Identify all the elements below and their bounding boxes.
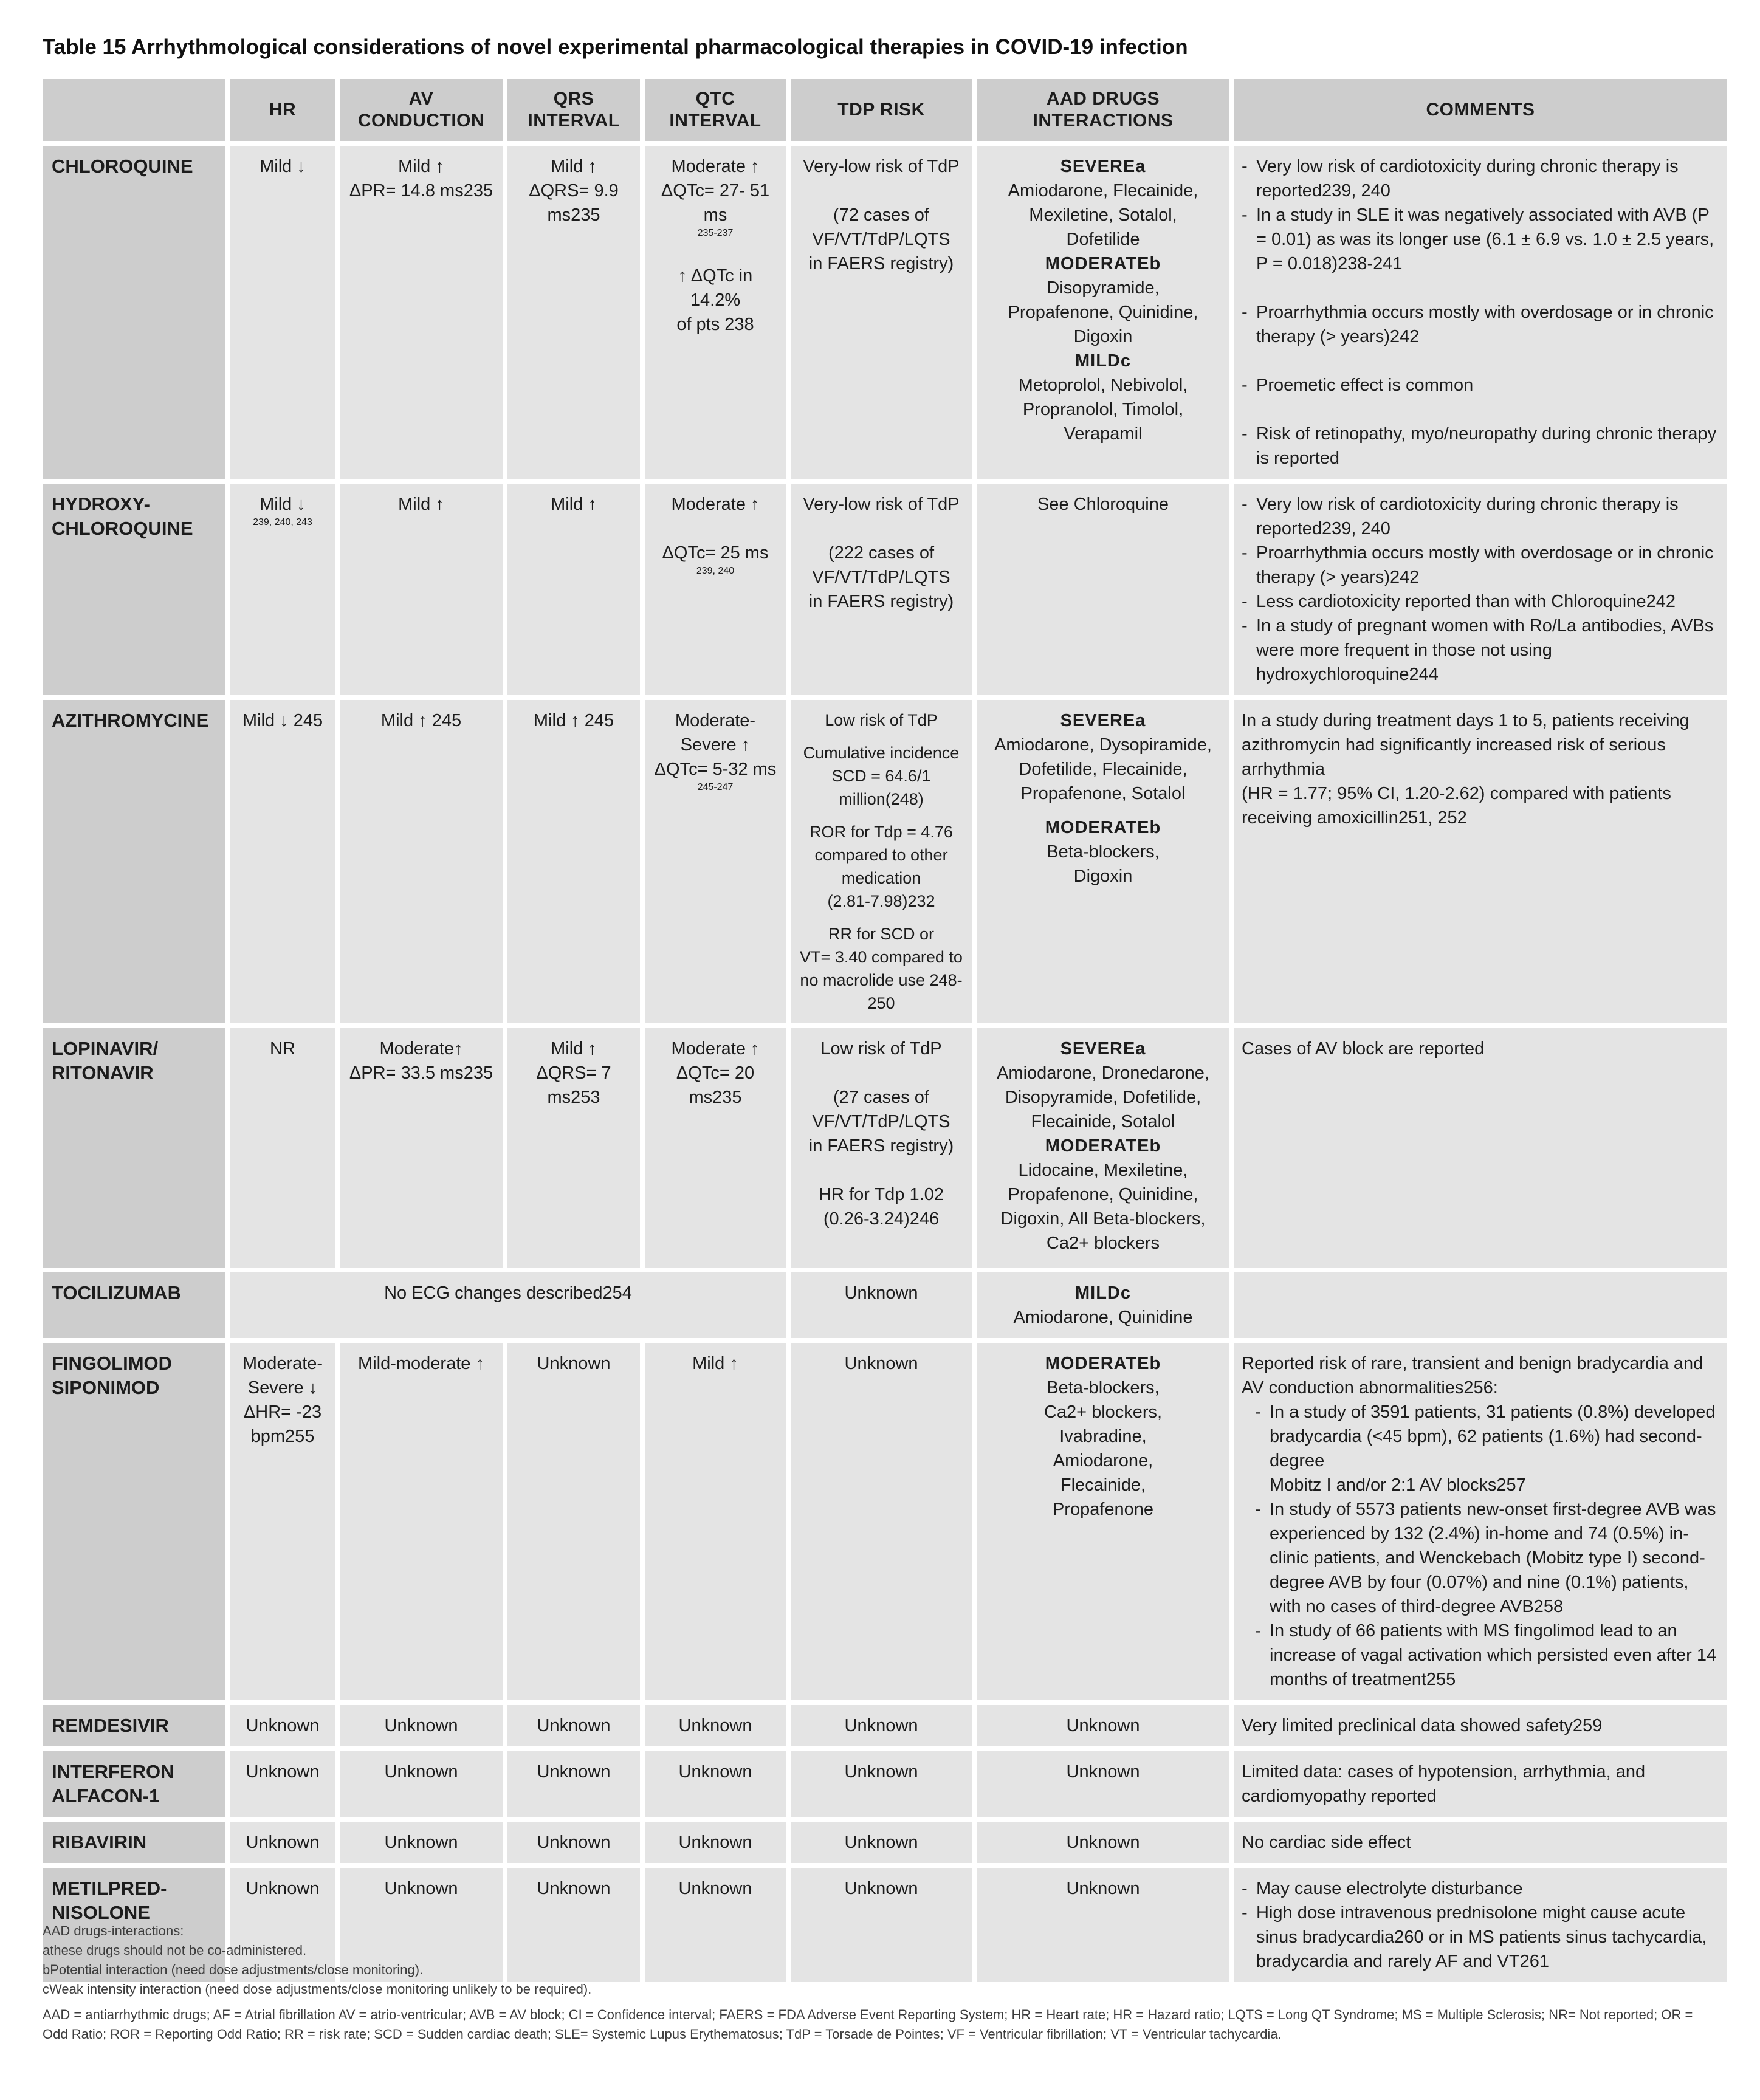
cell-line: ΔQRS= 7 ms253 [536,1063,611,1107]
reference-note: 239, 240, 243 [253,517,312,527]
cell-line: VF/VT/TdP/LQTS [812,1112,950,1131]
av-cell [340,1028,503,1268]
qtc-cell: Mild ↑ [645,1343,786,1700]
aad-cell [977,1028,1229,1268]
table-row [43,1028,1727,1268]
comment-text: (HR = 1.77; 95% CI, 1.20-2.62) compared with patients receiving amoxicillin251, 252 [1242,784,1671,828]
cell-line: Mild ↓ [260,495,306,514]
drug-name [43,1751,225,1817]
av-cell: Unknown [340,1751,503,1817]
cell-line: Digoxin [1073,327,1133,346]
tdp-cell [791,146,972,479]
header-qtc-interval: QTC INTERVAL [645,79,786,141]
comment-text: Reported risk of rare, transient and benign bradycardia and AV conduction abnormalities256: [1242,1354,1703,1398]
aad-cell: See Chloroquine [977,484,1229,695]
table-row [43,484,1727,695]
drug-name: AZITHROMYCINE [43,700,225,1023]
comment-item: - In study of 66 patients with MS fingolimod lead to an increase of vagal activation which persisted even after 14 months of treatment255 [1255,1619,1719,1692]
comment-text: - In a study of 3591 patients, 31 patients (0.8%) developed bradycardia (<45 bpm), 62 patients (1.6%) had second-degree [1270,1402,1716,1470]
severity-label: MODERATEb [1045,1354,1161,1373]
cell-line: Severe ↑ [680,735,751,755]
aad-cell: Unknown [977,1705,1229,1746]
cell-line: (222 cases of [828,543,935,563]
cell-line: Amiodarone, Dysopiramide, [994,735,1212,755]
cell-line: RR for SCD or [828,925,935,943]
cell-line: ΔPR= 33.5 ms235 [349,1063,493,1083]
cell-line: Dofetilide [1066,230,1140,249]
drug-name-line: SIPONIMOD [52,1377,160,1398]
drug-name: TOCILIZUMAB [43,1272,225,1338]
aad-cell: Unknown [977,1751,1229,1817]
cell-line: ΔQTc= 20 ms235 [676,1063,755,1107]
aad-cell [977,700,1229,1023]
cell-line: ΔPR= 14.8 ms235 [349,181,493,201]
drug-name-line: CHLOROQUINE [52,518,193,539]
comment-item: - Proarrhythmia occurs mostly with overdosage or in chronic therapy (> years)242 [1242,300,1719,349]
cell-line: Moderate- [242,1354,323,1373]
cell-line: Very-low risk of TdP [803,495,960,514]
cell-line: ΔHR= -23 [243,1402,322,1422]
cell-line: Low risk of TdP [820,1039,942,1059]
cell-line: Metoprolol, Nebivolol, [1018,376,1188,395]
comment-item: - May cause electrolyte disturbance [1242,1876,1719,1901]
cell-line: Mild ↑ [551,157,597,176]
cell-line: HR for Tdp 1.02 [819,1185,944,1204]
comment-item: - Proarrhythmia occurs mostly with overdosage or in chronic therapy (> years)242 [1242,541,1719,589]
table-row [43,1705,1727,1746]
comments-cell [1234,1343,1727,1700]
cell-line: bpm255 [250,1427,315,1446]
tdp-cell: Unknown [791,1822,972,1863]
footnote-line: bPotential interaction (need dose adjustments/close monitoring). [43,1962,424,1977]
cell-line: ΔQTc= 27- 51 ms [661,181,770,225]
cell-line: Low risk of TdP [825,711,938,729]
cell-line: in FAERS registry) [808,254,954,273]
cell-line: Moderate ↑ [671,1039,760,1059]
cell-line: Moderate ↑ [671,495,760,514]
hr-cell: Mild ↓ [230,146,335,479]
cell-line: Cumulative incidence [803,744,960,762]
aad-cell [977,146,1229,479]
header-hr: HR [230,79,335,141]
cell-line: ROR for Tdp = 4.76 [810,823,953,841]
cell-line: Mexiletine, Sotalol, [1029,205,1177,225]
cell-line: Digoxin [1073,866,1133,886]
table-row [43,1272,1727,1338]
comment-text: In a study during treatment days 1 to 5, patients receiving azithromycin had significantly increased risk of serious arrhythmia [1242,711,1690,779]
qrs-cell [507,146,640,479]
comment-item: - Risk of retinopathy, myo/neuropathy during chronic therapy is reported [1242,422,1719,470]
drug-name: CHLOROQUINE [43,146,225,479]
qtc-cell [645,146,786,479]
drug-name: REMDESIVIR [43,1705,225,1746]
reference-note: 235-237 [697,228,734,238]
cell-line: Propafenone [1052,1500,1154,1519]
cell-line: SCD = 64.6/1 million(248) [831,767,931,808]
qrs-cell: Unknown [507,1705,640,1746]
ecg-changes-cell: No ECG changes described254 [230,1272,786,1338]
cell-line: Dofetilide, Flecainide, [1019,760,1188,779]
severity-label: SEVEREa [1060,1039,1146,1059]
arrhythmia-table [38,74,1731,1987]
drug-name-line: FINGOLIMOD [52,1353,173,1374]
cell-line: of pts 238 [676,315,754,334]
hr-cell [230,1343,335,1700]
comments-cell [1234,1272,1727,1338]
cell-line: ΔQTc= 25 ms [662,543,769,563]
tdp-cell: Unknown [791,1343,972,1700]
hr-cell: NR [230,1028,335,1268]
header-tdp-risk: TDP RISK [791,79,972,141]
hr-cell [230,484,335,695]
severity-label: SEVEREa [1060,157,1146,176]
comments-cell: No cardiac side effect [1234,1822,1727,1863]
drug-name-line: LOPINAVIR/ [52,1038,159,1059]
reference-note: 245-247 [697,782,734,792]
cell-line: Propranolol, Timolol, [1022,400,1184,419]
qtc-cell: Unknown [645,1751,786,1817]
header-row [43,79,1727,141]
cell-line: Propafenone, Sotalol [1020,784,1186,803]
av-cell: Mild-moderate ↑ [340,1343,503,1700]
abbreviations: AAD = antiarrhythmic drugs; AF = Atrial fibrillation AV = atrio-ventricular; AVB = AV block; CI = Confidence interval; FAERS = FDA Adverse Event Reporting System; HR = Heart rate; HR = Hazard ratio; LQTS = Long QT Syndrome; MS = Multiple Sclerosis; NR= Not reported; OR = Odd Ratio; ROR = Reporting Odd Ratio; RR = risk rate; SCD = Sudden cardiac death; SLE= Systemic Lupus Erythematosus; TdP = Torsade de Pointes; VF = Ventricular fibrillation; VT = Ventricular tachycardia. [43,2007,1693,2042]
qtc-cell: Unknown [645,1705,786,1746]
av-cell: Mild ↑ [340,484,503,695]
qrs-cell: Unknown [507,1343,640,1700]
comments-cell: Limited data: cases of hypotension, arrhythmia, and cardiomyopathy reported [1234,1751,1727,1817]
hr-cell: Unknown [230,1822,335,1863]
av-cell: Unknown [340,1868,503,1982]
severity-label: SEVEREa [1060,711,1146,730]
cell-line: Flecainide, [1060,1475,1146,1495]
drug-name-line: NISOLONE [52,1902,150,1923]
av-cell: Mild ↑ 245 [340,700,503,1023]
table-title: Table 15 Arrhythmological considerations of novel experimental pharmacological therapies in COVID-19 infection [43,35,1188,59]
qtc-cell [645,484,786,695]
cell-line: Disopyramide, [1047,278,1160,298]
qrs-cell: Mild ↑ 245 [507,700,640,1023]
comments-cell [1234,484,1727,695]
cell-line: Mild ↑ [551,1039,597,1059]
severity-label: MILDc [1075,1283,1131,1303]
severity-label: MODERATEb [1045,254,1161,273]
hr-cell: Mild ↓ 245 [230,700,335,1023]
cell-line: Beta-blockers, [1047,842,1160,862]
comments-cell [1234,700,1727,1023]
aad-cell: Unknown [977,1868,1229,1982]
drug-name [43,484,225,695]
cell-line: (72 cases of [833,205,929,225]
drug-name [43,1343,225,1700]
tdp-cell [791,700,972,1023]
table-row [43,1751,1727,1817]
cell-line: Verapamil [1064,424,1143,444]
comment-item: - Very low risk of cardiotoxicity during chronic therapy is reported239, 240 [1242,492,1719,541]
comment-text: Mobitz I and/or 2:1 AV blocks257 [1270,1475,1526,1495]
cell-line: Severe ↓ [247,1378,318,1398]
reference-note: 239, 240 [696,566,735,576]
qrs-cell: Unknown [507,1868,640,1982]
drug-name-line: METILPRED- [52,1878,167,1899]
cell-line: Moderate ↑ [671,157,760,176]
qtc-cell [645,1028,786,1268]
tdp-cell [791,484,972,695]
cell-line: VF/VT/TdP/LQTS [812,568,950,587]
cell-line: ΔQTc= 5-32 ms [654,760,777,779]
footnote-line: athese drugs should not be co-administered. [43,1943,307,1958]
drug-name-line: ALFACON-1 [52,1785,160,1807]
severity-label: MODERATEb [1045,818,1161,837]
table-row [43,1343,1727,1700]
cell-line: Amiodarone, [1053,1451,1153,1470]
table-row [43,146,1727,479]
qrs-cell: Unknown [507,1751,640,1817]
qtc-cell: Unknown [645,1822,786,1863]
header-comments: COMMENTS [1234,79,1727,141]
footnote-line: AAD drugs-interactions: [43,1923,184,1938]
table-row [43,700,1727,1023]
comment-item: - In a study in SLE it was negatively associated with AVB (P = 0.01) as was its longer use (6.1 ± 6.9 vs. 1.0 ± 2.5 years, P = 0.018)238-241 [1242,203,1719,276]
cell-line: Ca2+ blockers, [1043,1402,1163,1422]
hr-cell: Unknown [230,1705,335,1746]
cell-line: Ca2+ blockers [1046,1234,1160,1253]
header-qrs-interval: QRS INTERVAL [507,79,640,141]
tdp-cell [791,1028,972,1268]
av-cell [340,146,503,479]
av-cell: Unknown [340,1822,503,1863]
cell-line: Lidocaine, Mexiletine, [1018,1161,1188,1180]
drug-name-line: INTERFERON [52,1761,174,1782]
cell-line: (0.26-3.24)246 [823,1209,940,1229]
comment-item: - In a study of pregnant women with Ro/La antibodies, AVBs were more frequent in those not using hydroxychloroquine244 [1242,614,1719,687]
qtc-cell [645,700,786,1023]
cell-line: Amiodarone, Quinidine [1013,1308,1193,1327]
cell-line: (27 cases of [833,1088,929,1107]
header-av-conduction: AV CONDUCTION [340,79,503,141]
aad-cell [977,1343,1229,1700]
cell-line: 14.2% [690,290,741,310]
comment-item: - In study of 5573 patients new-onset first-degree AVB was experienced by 132 (2.4%) in-home and 74 (0.5%) in-clinic patients, and Wenckebach (Mobitz type I) second-degree AVB by four (0.07%) and nine (0.1%) patients, with no cases of third-degree AVB258 [1255,1497,1719,1619]
comments-cell: Cases of AV block are reported [1234,1028,1727,1268]
footnotes [43,1921,1720,2044]
cell-line: Propafenone, Quinidine, [1008,303,1198,322]
cell-line: Moderate- [675,711,756,730]
cell-line: Flecainide, Sotalol [1031,1112,1175,1131]
qtc-cell: Unknown [645,1868,786,1982]
comment-item: - Less cardiotoxicity reported than with Chloroquine242 [1242,589,1719,614]
qrs-cell: Unknown [507,1822,640,1863]
table-row [43,1822,1727,1863]
comment-item: - Proemetic effect is common [1242,373,1719,397]
comment-item: - High dose intravenous prednisolone might cause acute sinus bradycardia260 or in MS patients sinus tachycardia, bradycardia and rarely AF and VT261 [1242,1901,1719,1974]
tdp-cell: Unknown [791,1705,972,1746]
hr-cell: Unknown [230,1751,335,1817]
tdp-cell: Unknown [791,1751,972,1817]
cell-line: Very-low risk of TdP [803,157,960,176]
tdp-cell: Unknown [791,1868,972,1982]
header-aad-interactions: AAD DRUGS INTERACTIONS [977,79,1229,141]
cell-line: Amiodarone, Dronedarone, [997,1063,1209,1083]
cell-line: Mild ↑ [398,157,444,176]
aad-cell [977,1272,1229,1338]
footnote-line: cWeak intensity interaction (need dose adjustments/close monitoring unlikely to be required). [43,1982,592,1997]
header-drug [43,79,225,141]
cell-line: in FAERS registry) [808,592,954,611]
comments-cell [1234,146,1727,479]
aad-cell: Unknown [977,1822,1229,1863]
hr-cell: Unknown [230,1868,335,1982]
cell-line: Beta-blockers, [1047,1378,1160,1398]
cell-line: ↑ ΔQTc in [678,266,753,286]
cell-line: no macrolide use 248-250 [800,971,963,1012]
cell-line: VT= 3.40 compared to [800,948,963,966]
qrs-cell: Mild ↑ [507,484,640,695]
drug-name-line: RITONAVIR [52,1062,154,1083]
severity-label: MILDc [1075,351,1131,371]
severity-label: MODERATEb [1045,1136,1161,1156]
cell-line: Disopyramide, Dofetilide, [1005,1088,1201,1107]
comment-item [1255,1400,1719,1497]
tdp-cell: Unknown [791,1272,972,1338]
cell-line: Digoxin, All Beta-blockers, [1000,1209,1206,1229]
comments-cell: Very limited preclinical data showed safety259 [1234,1705,1727,1746]
cell-line: Moderate↑ [379,1039,463,1059]
cell-line: compared to other [814,846,948,864]
cell-line: Amiodarone, Flecainide, [1008,181,1198,201]
qrs-cell [507,1028,640,1268]
cell-line: Propafenone, Quinidine, [1008,1185,1198,1204]
cell-line: in FAERS registry) [808,1136,954,1156]
drug-name [43,1028,225,1268]
cell-line: Ivabradine, [1059,1427,1147,1446]
cell-line: medication [841,869,921,887]
comment-item: - Very low risk of cardiotoxicity during chronic therapy is reported239, 240 [1242,154,1719,203]
av-cell: Unknown [340,1705,503,1746]
drug-name-line: HYDROXY- [52,493,150,515]
cell-line: ΔQRS= 9.9 ms235 [529,181,619,225]
drug-name: RIBAVIRIN [43,1822,225,1863]
cell-line: VF/VT/TdP/LQTS [812,230,950,249]
cell-line: (2.81-7.98)232 [827,892,935,910]
